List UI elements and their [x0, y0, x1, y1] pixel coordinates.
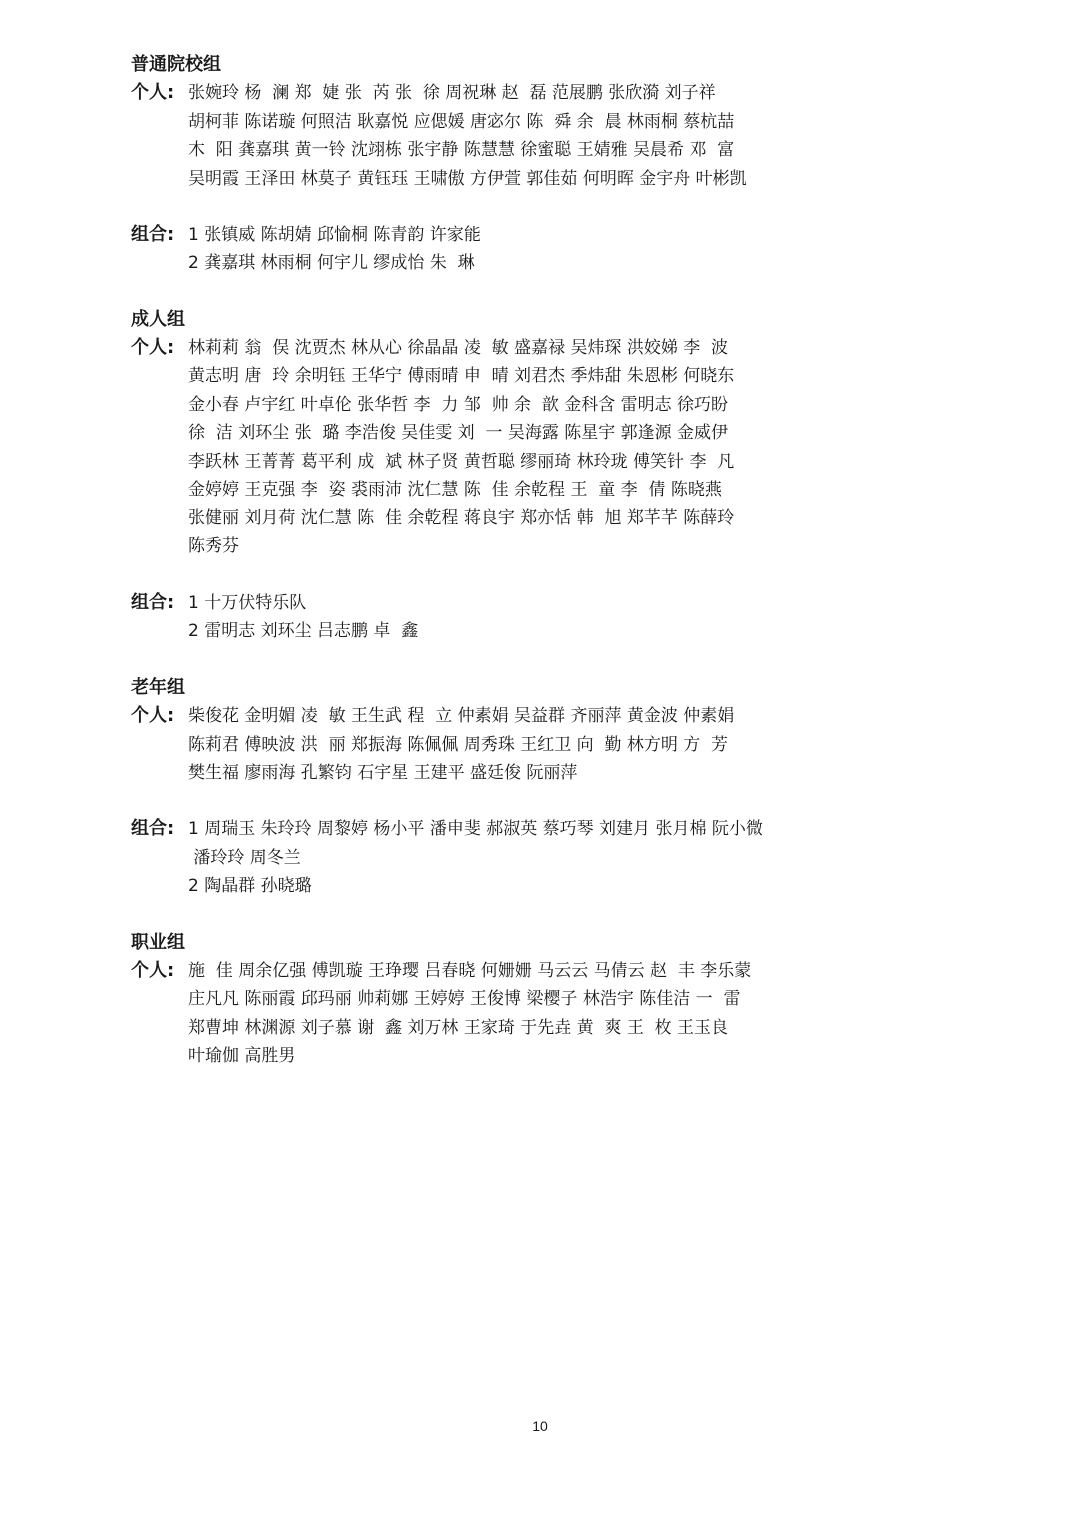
group-label: 组合:: [131, 224, 175, 245]
group-label: 组合:: [131, 592, 175, 613]
name-line: 李跃林 王菁菁 葛平利 成 斌 林子贤 黄哲聪 缪丽琦 林玲珑 傅笑针 李 凡: [188, 452, 735, 472]
name-line: 金婷婷 王克强 李 姿 裘雨沛 沈仁慧 陈 佳 余乾程 王 童 李 倩 陈晓燕: [188, 480, 722, 500]
individual-label: 个人:: [131, 337, 175, 358]
group-line: 1 十万伏特乐队: [188, 593, 307, 613]
section-title-professional: 职业组: [131, 932, 185, 953]
name-line: 庄凡凡 陈丽霞 邱玛丽 帅莉娜 王婷婷 王俊博 梁樱子 林浩宇 陈佳洁 一 雷: [188, 989, 741, 1009]
name-line: 陈秀芬: [188, 536, 239, 556]
name-line: 徐 洁 刘环尘 张 璐 李浩俊 吴佳雯 刘 一 吴海露 陈星宇 郭逢源 金威伊: [188, 423, 729, 443]
name-line: 张健丽 刘月荷 沈仁慧 陈 佳 余乾程 蒋良宇 郑亦恬 韩 旭 郑芊芊 陈薛玲: [188, 508, 735, 528]
name-line: 黄志明 唐 玲 余明钰 王华宁 傅雨晴 申 晴 刘君杰 季炜甜 朱恩彬 何晓东: [188, 366, 735, 386]
name-line: 吴明霞 王泽田 林莫子 黄钰珏 王啸傲 方伊萱 郭佳茹 何明晖 金宇舟 叶彬凯: [188, 169, 747, 189]
individual-label: 个人:: [131, 82, 175, 103]
section-title-ordinary-college: 普通院校组: [131, 54, 221, 75]
name-line: 郑曹坤 林渊源 刘子慕 谢 鑫 刘万林 王家琦 于先垚 黄 爽 王 枚 王玉良: [188, 1018, 729, 1038]
individual-label: 个人:: [131, 960, 175, 981]
group-line: 潘玲玲 周冬兰: [188, 848, 301, 868]
group-line: 2 陶晶群 孙晓璐: [188, 876, 312, 896]
name-line: 木 阳 龚嘉琪 黄一铃 沈翊栋 张宇静 陈慧慧 徐蜜聪 王婧雅 吴晨希 邓 富: [188, 140, 735, 160]
page-number: 10: [532, 1418, 548, 1434]
group-line: 1 张镇威 陈胡婧 邱愉桐 陈青韵 许家能: [188, 225, 481, 245]
name-line: 陈莉君 傅映波 洪 丽 郑振海 陈佩佩 周秀珠 王红卫 向 勤 林方明 方 芳: [188, 735, 729, 755]
group-line: 1 周瑞玉 朱玲玲 周黎婷 杨小平 潘申斐 郝淑英 蔡巧琴 刘建月 张月棉 阮小微: [188, 819, 763, 839]
name-line: 叶瑜伽 高胜男: [188, 1046, 296, 1066]
name-line: 金小春 卢宇红 叶卓伦 张华哲 李 力 邹 帅 余 歆 金科含 雷明志 徐巧盼: [188, 395, 729, 415]
group-label: 组合:: [131, 818, 175, 839]
name-line: 柴俊花 金明媚 凌 敏 王生武 程 立 仲素娟 吴益群 齐丽萍 黄金波 仲素娟: [188, 706, 735, 726]
group-line: 2 雷明志 刘环尘 吕志鹏 卓 鑫: [188, 621, 419, 641]
name-line: 林莉莉 翁 俣 沈贾杰 林从心 徐晶晶 凌 敏 盛嘉禄 吴炜琛 洪姣娣 李 波: [188, 338, 729, 358]
group-line: 2 龚嘉琪 林雨桐 何宇儿 缪成怡 朱 琳: [188, 253, 475, 273]
name-line: 胡柯菲 陈诺璇 何照洁 耿嘉悦 应偲媛 唐宓尔 陈 舜 余 晨 林雨桐 蔡杭喆: [188, 112, 735, 132]
name-line: 施 佳 周余亿强 傅凯璇 王琤璎 吕春晓 何姗姗 马云云 马倩云 赵 丰 李乐蒙: [188, 961, 752, 981]
section-title-senior: 老年组: [131, 677, 185, 698]
name-line: 樊生福 廖雨海 孔繁钧 石宇星 王建平 盛廷俊 阮丽萍: [188, 763, 578, 783]
section-title-adult: 成人组: [131, 309, 185, 330]
name-line: 张婉玲 杨 澜 郑 婕 张 芮 张 徐 周祝琳 赵 磊 范展鹏 张欣漪 刘子祥: [188, 83, 716, 103]
individual-label: 个人:: [131, 705, 175, 726]
